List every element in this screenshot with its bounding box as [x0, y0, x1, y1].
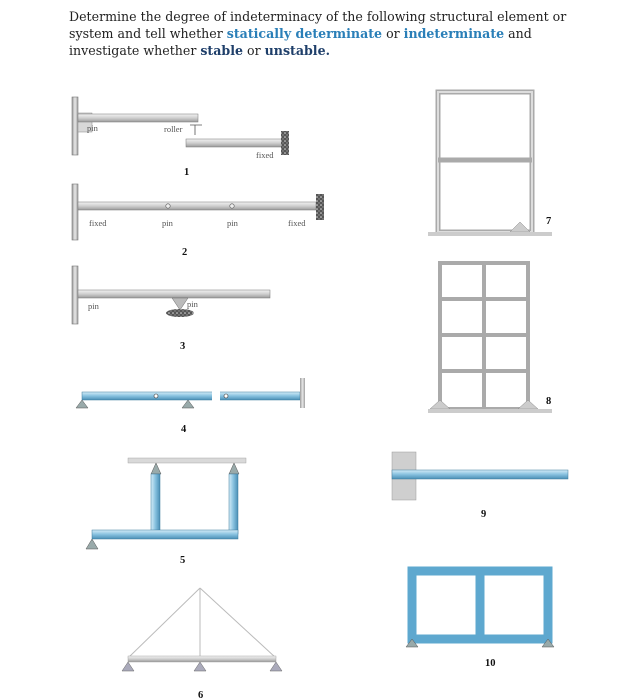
label-fixed-left: fixed [89, 218, 107, 228]
question-part-3: and investigate whether [69, 26, 532, 58]
label-pin-b: pin [227, 218, 238, 228]
figure-9 [392, 452, 568, 520]
figure-10 [406, 571, 554, 669]
question-part-2: or [382, 26, 404, 41]
figure-1 [72, 97, 289, 178]
bottom-beam [92, 530, 238, 539]
pin-support [172, 298, 188, 310]
figure-number: 10 [485, 658, 496, 669]
internal-pin-a [166, 204, 170, 208]
wall-post [72, 266, 78, 324]
beam [78, 290, 270, 298]
column-left [151, 474, 160, 534]
fixed-wall [300, 378, 305, 408]
wall-post [72, 184, 78, 240]
figure-4 [76, 378, 305, 435]
top-support-right [229, 463, 239, 474]
beam-gap [212, 391, 220, 401]
label-pin-a: pin [162, 218, 173, 228]
term-indeterminate: indeterminate [403, 26, 505, 41]
support-right [270, 662, 282, 671]
ground [428, 232, 552, 236]
label-fixed-right: fixed [288, 218, 306, 228]
term-stable: stable [200, 43, 244, 58]
support-middle [194, 662, 206, 671]
internal-pin-b [230, 204, 234, 208]
fixed-support-rock [281, 131, 289, 155]
wall-post [72, 97, 78, 155]
label-pin-wall: pin [88, 301, 99, 311]
label-roller: roller [164, 124, 183, 134]
figure-number: 3 [180, 341, 186, 352]
label-pin: pin [87, 123, 98, 133]
figure-number: 6 [198, 690, 204, 700]
figure-number: 2 [182, 247, 188, 258]
figure-3 [72, 266, 270, 352]
cable-left [128, 588, 200, 658]
bottom-support [86, 539, 98, 549]
beam [82, 392, 300, 400]
term-unstable: unstable. [264, 43, 330, 58]
beam [78, 202, 316, 210]
left-support [76, 400, 88, 408]
question-part-4: or [243, 43, 265, 58]
figure-number: 1 [184, 167, 190, 178]
ground [428, 409, 552, 413]
label-fixed: fixed [256, 150, 274, 160]
support-left [122, 662, 134, 671]
beam-upper [78, 114, 198, 122]
internal-pin-a [154, 394, 158, 398]
question-part-1: Determine the degree of indeterminacy of the following structural element or system and tell whether [69, 9, 567, 41]
roller-support [190, 125, 202, 135]
beam-lower [186, 139, 282, 147]
column-right [229, 474, 238, 534]
figure-7 [428, 92, 552, 236]
right-support [518, 400, 538, 409]
top-support-left [151, 463, 161, 474]
beam [392, 470, 568, 479]
figure-number: 8 [546, 396, 552, 407]
figure-number: 7 [546, 216, 552, 227]
figure-6 [122, 588, 282, 700]
term-statically-determinate: statically determinate [226, 26, 383, 41]
fixed-support-rock [316, 194, 324, 220]
figure-number: 9 [481, 509, 487, 520]
left-support [430, 400, 450, 409]
figure-number: 5 [180, 555, 186, 566]
beam [128, 656, 276, 662]
figure-5 [86, 458, 246, 566]
right-support [510, 222, 530, 232]
ceiling [128, 458, 246, 463]
middle-support [182, 400, 194, 408]
figure-8 [428, 263, 552, 413]
figure-2 [72, 184, 324, 258]
cable-right [200, 588, 276, 658]
figure-number: 4 [181, 424, 187, 435]
internal-pin-b [224, 394, 228, 398]
ground-rock [166, 309, 194, 317]
label-pin-support: pin [187, 299, 198, 309]
